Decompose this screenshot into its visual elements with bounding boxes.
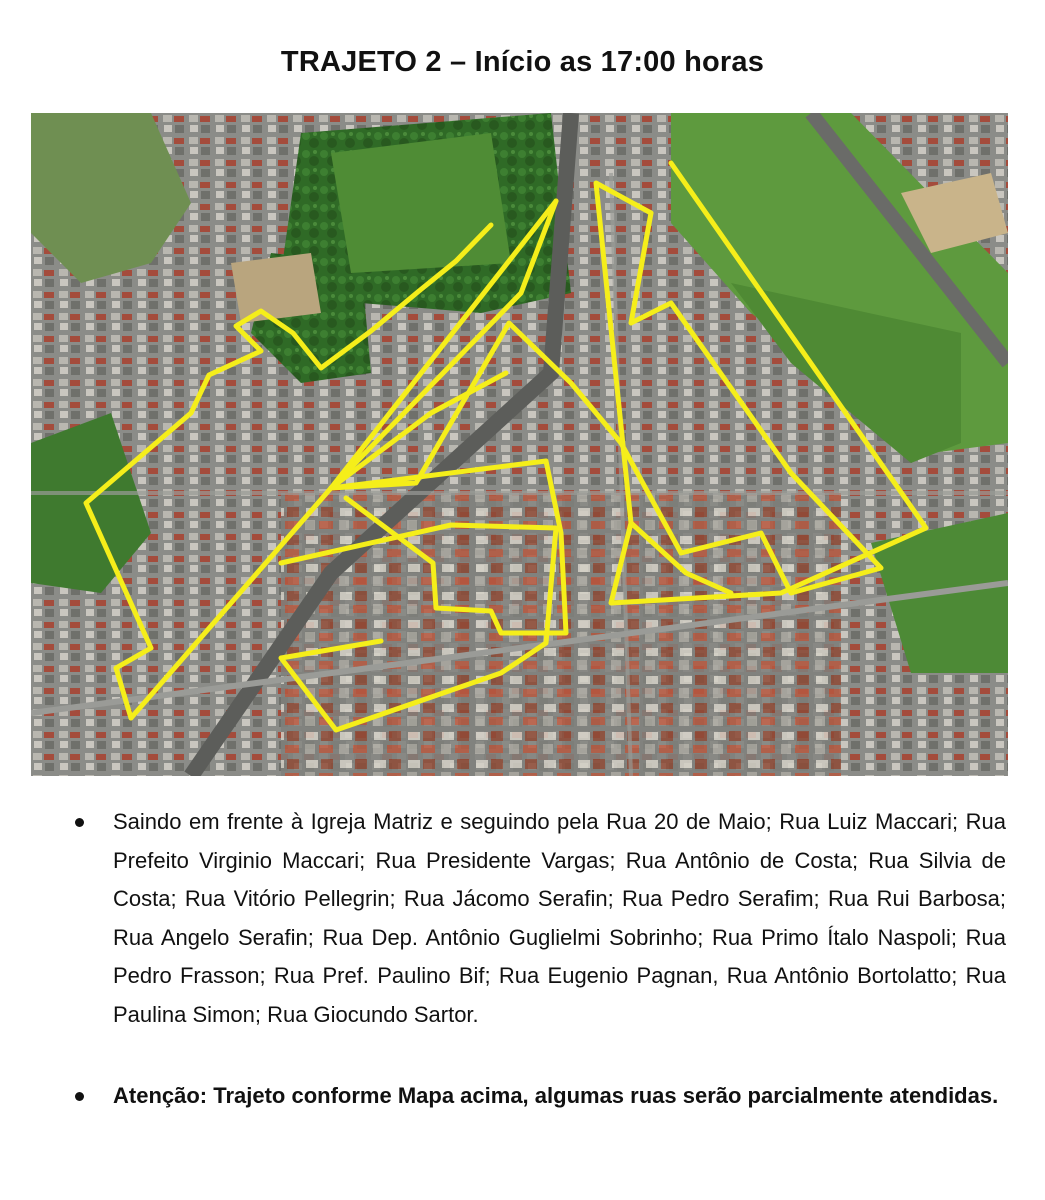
attention-note: Atenção: Trajeto conforme Mapa acima, algumas ruas serão parcialmente atendidas.	[113, 1083, 999, 1108]
street-list-text: Saindo em frente à Igreja Matriz e seguindo pela Rua 20 de Maio; Rua Luiz Maccari; Rua Prefeito Virginio Maccari; Rua Presidente Vargas; Rua Antônio de Costa; Rua Silvia de Costa; Rua Vitório Pellegrin; Rua Jácomo Serafin; Rua Pedro Serafim; Rua Rui Barbosa; Rua Angelo Serafin; Rua Dep. Antônio Guglielmi Sobrinho; Rua Primo Ítalo Naspoli; Rua Pedro Frasson; Rua Pref. Paulino Bif; Rua Eugenio Pagnan, Rua Antônio Bortolatto; Rua Paulina Simon; Rua Giocundo Sartor.	[113, 809, 1006, 1027]
bullet-icon	[75, 818, 84, 827]
open-field	[331, 133, 511, 273]
list-item	[113, 803, 1006, 1034]
page-title: TRAJETO 2 – Início as 17:00 horas	[280, 46, 765, 78]
aerial-route-map	[31, 113, 1008, 776]
list-item	[113, 1079, 1006, 1113]
bare-soil-2	[231, 253, 321, 323]
bullet-icon	[75, 1092, 84, 1101]
